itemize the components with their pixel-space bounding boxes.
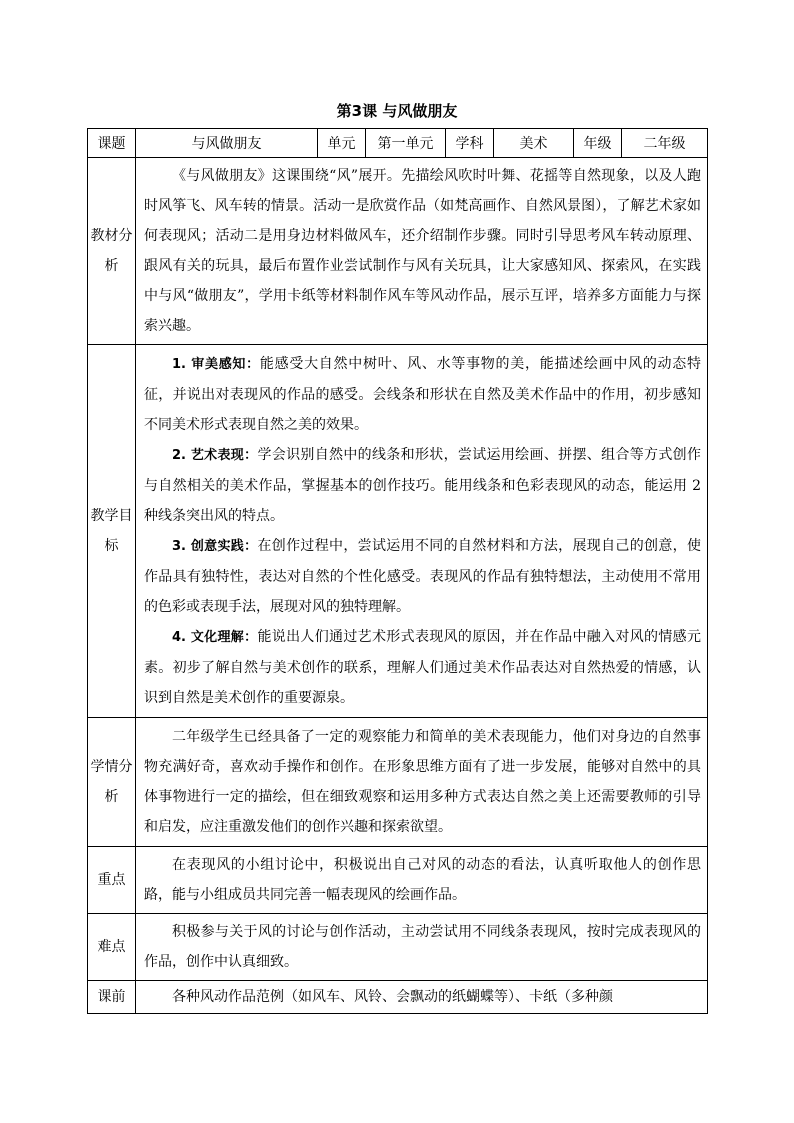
learner-analysis-row [88, 718, 708, 847]
objective-heading: 1. 审美感知： [172, 357, 260, 372]
difficulties-cell [136, 914, 708, 981]
difficulties-text: 积极参与关于风的讨论与创作活动，主动尝试用不同线条表现风，按时完成表现风的作品，创作中认真细致。 [144, 924, 701, 970]
textbook-analysis-label: 教材分析 [88, 158, 136, 345]
objectives-cell [136, 345, 708, 718]
objectives-row [88, 345, 708, 718]
subject-label: 学科 [446, 129, 494, 158]
grade-label: 年级 [574, 129, 622, 158]
objective-text: 能说出人们通过艺术形式表现风的原因，并在作品中融入对风的情感元素。初步了解自然与美术创作的联系，理解人们通过美术作品表达对自然热爱的情感，认识到自然是美术创作的重要源泉。 [144, 629, 702, 706]
unit-label: 单元 [318, 129, 366, 158]
subject-value: 美术 [494, 129, 574, 158]
objective-item [144, 349, 701, 440]
textbook-analysis-cell [136, 158, 708, 345]
lesson-plan-table [87, 128, 708, 1014]
objective-item [144, 622, 701, 713]
preparation-text: 各种风动作品范例（如风车、风铃、会飘动的纸蝴蝶等）、卡纸（多种颜 [172, 989, 613, 1005]
objectives-label: 教学目标 [88, 345, 136, 718]
preparation-row [88, 981, 708, 1014]
difficulties-label: 难点 [88, 914, 136, 981]
objective-heading: 4. 文化理解： [172, 630, 258, 645]
difficulties-row [88, 914, 708, 981]
key-points-row [88, 847, 708, 914]
preparation-label: 课前 [88, 981, 136, 1014]
objective-text: 能感受大自然中树叶、风、水等事物的美，能描述绘画中风的动态特征，并说出对表现风的作品的感受。会线条和形状在自然及美术作品中的作用，初步感知不同美术形式表现自然之美的效果。 [144, 356, 702, 433]
learner-analysis-cell [136, 718, 708, 847]
objective-item [144, 440, 701, 531]
objective-text: 在创作过程中，尝试运用不同的自然材料和方法，展现自己的创意，使作品具有独特性，表达对自然的个性化感受。表现风的作品有独特想法，主动使用不常用的色彩或表现手法，展现对风的独特理解。 [144, 538, 702, 615]
topic-value: 与风做朋友 [136, 129, 318, 158]
header-row [88, 129, 708, 158]
key-points-label: 重点 [88, 847, 136, 914]
topic-label: 课题 [88, 129, 136, 158]
learner-analysis-text: 二年级学生已经具备了一定的观察能力和简单的美术表现能力，他们对身边的自然事物充满好奇，喜欢动手操作和创作。在形象思维方面有了进一步发展，能够对自然中的具体事物进行一定的描绘，但在细致观察和运用多种方式表达自然之美上还需要教师的引导和启发，应注重激发他们的创作兴趣和探索欲望。 [144, 729, 701, 835]
textbook-analysis-text: 《与风做朋友》这课围绕“风”展开。先描绘风吹时叶舞、花摇等自然现象，以及人跑时风筝飞、风车转的情景。活动一是欣赏作品（如梵高画作、自然风景图），了解艺术家如何表现风；活动二是用身边材料做风车，还介绍制作步骤。同时引导思考风车转动原理、跟风有关的玩具，最后布置作业尝试制作与风有关玩具，让大家感知风、探索风，在实践中与风“做朋友”，学用卡纸等材料制作风车等风动作品，展示互评，培养多方面能力与探索兴趣。 [144, 168, 701, 334]
objective-heading: 3. 创意实践： [172, 539, 258, 554]
objective-item [144, 531, 701, 622]
key-points-text: 在表现风的小组讨论中，积极说出自己对风的动态的看法，认真听取他人的创作思路，能与小组成员共同完善一幅表现风的绘画作品。 [144, 857, 701, 903]
page-title: 第3课 与风做朋友 [336, 102, 458, 120]
key-points-cell [136, 847, 708, 914]
learner-analysis-label: 学情分析 [88, 718, 136, 847]
preparation-cell [136, 981, 708, 1014]
unit-value: 第一单元 [366, 129, 446, 158]
grade-value: 二年级 [622, 129, 708, 158]
objective-text: 学会识别自然中的线条和形状，尝试运用绘画、拼摆、组合等方式创作与自然相关的美术作品，掌握基本的创作技巧。能用线条和色彩表现风的动态，能运用 2 种线条突出风的特点。 [144, 447, 702, 524]
textbook-analysis-row [88, 158, 708, 345]
objective-heading: 2. 艺术表现： [172, 448, 258, 463]
